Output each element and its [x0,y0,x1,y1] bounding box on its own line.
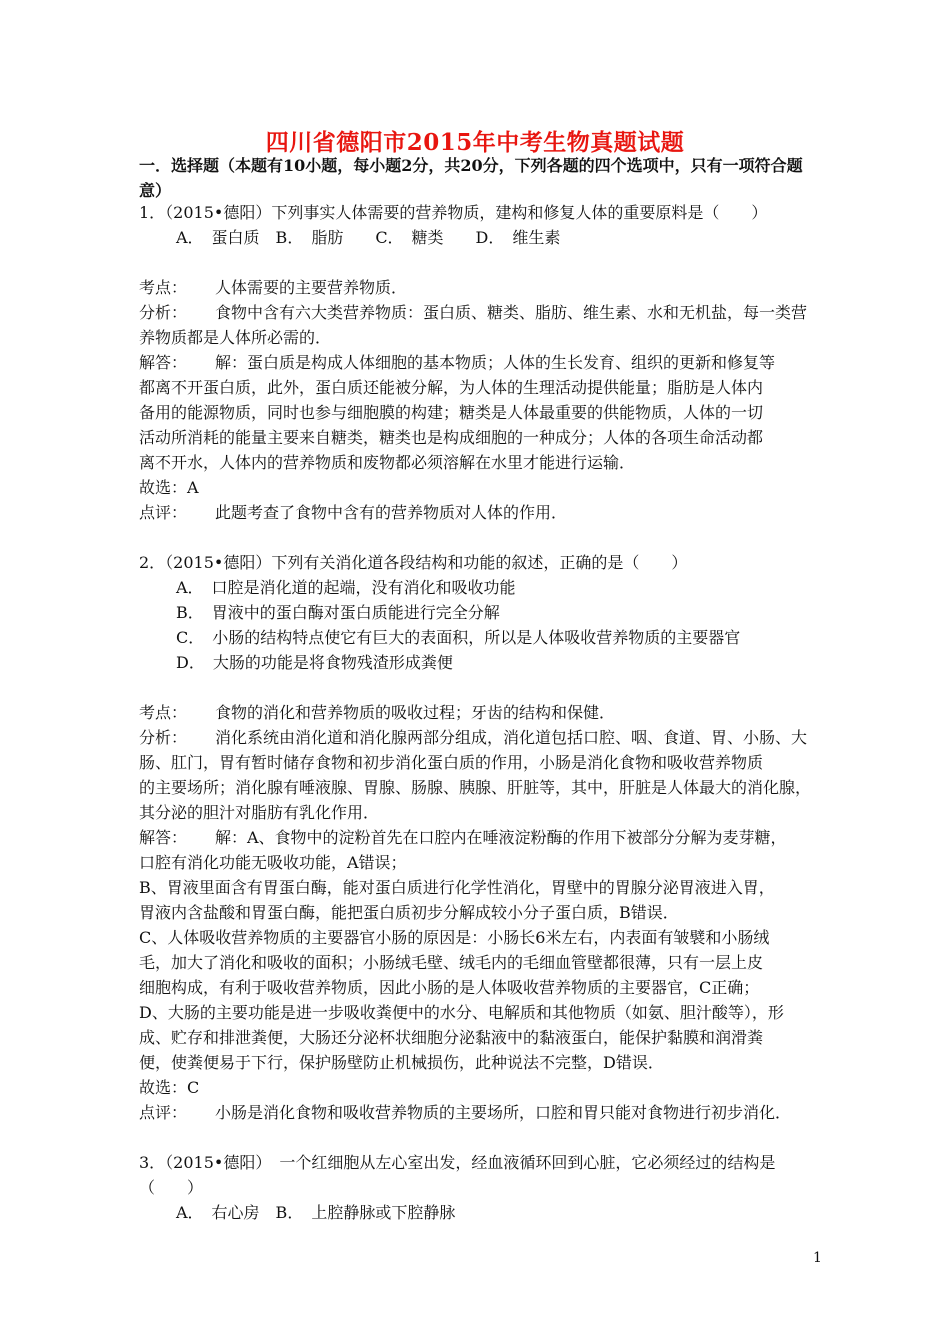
q2-answer: 故选：C [139,1078,200,1097]
q1-kaodian-text: 人体需要的主要营养物质． [215,278,408,297]
q1-jieda-text-1: 解：蛋白质是构成人体细胞的基本物质；人体的生长发育、组织的更新和修复等 [215,353,776,372]
q2-dianping-text: 小肠是消化食物和吸收营养物质的主要场所，口腔和胃只能对食物进行初步消化． [215,1103,792,1122]
q2-fenxi-text-1: 消化系统由消化道和消化腺两部分组成，消化道包括口腔、咽、食道、胃、小肠、大 [215,728,808,747]
page-number: 1 [813,1250,822,1266]
fenxi-label: 分析： [139,728,188,747]
q1-answer: 故选：A [139,478,199,497]
q2-jieda [139,825,787,850]
q2-fenxi [139,725,807,750]
question-3-stem-2: （ ） [139,1178,204,1197]
q2-jieda-text-10: 便，使粪便易于下行，保护肠壁防止机械损伤，此种说法不完整，D错误． [139,1053,664,1072]
kaodian-label: 考点： [139,278,188,297]
q2-jieda-text-4: 胃液内含盐酸和胃蛋白酶，能把蛋白质初步分解成较小分子蛋白质，B错误． [139,903,679,922]
section-heading: 一．选择题（本题有10小题，每小题2分，共20分，下列各题的四个选项中，只有一项符合题意） [139,156,803,200]
q2-kaodian-text: 食物的消化和营养物质的吸收过程；牙齿的结构和保健． [215,703,616,722]
page-title: 四川省德阳市2015年中考生物真题试题 [265,129,685,156]
q2-jieda-text-3: B、胃液里面含有胃蛋白酶，能对蛋白质进行化学性消化，胃壁中的胃腺分泌胃液进入胃， [139,878,775,897]
question-1-stem: 1．（2015•德阳）下列事实人体需要的营养物质，建构和修复人体的重要原料是（ ） [139,203,768,222]
q2-jieda-text-7: 细胞构成，有利于吸收营养物质，因此小肠的是人体吸收营养物质的主要器官，C正确； [139,978,760,997]
q2-jieda-text-2: 口腔有消化功能无吸收功能，A错误； [139,853,407,872]
q1-fenxi-text-1: 食物中含有六大类营养物质：蛋白质、糖类、脂肪、维生素、水和无机盐，每一类营 [215,303,808,322]
q1-jieda [139,350,775,375]
question-2-option-c: C． 小肠的结构特点使它有巨大的表面积，所以是人体吸收营养物质的主要器官 [176,628,741,647]
q2-jieda-text-8: D、大肠的主要功能是进一步吸收粪便中的水分、电解质和其他物质（如氨、胆汁酸等），形 [139,1003,784,1022]
q2-dianping [139,1100,791,1125]
q2-jieda-text-9: 成、贮存和排泄粪便，大肠还分泌杯状细胞分泌黏液中的黏液蛋白，能保护黏膜和润滑粪 [139,1028,764,1047]
question-2-option-d: D． 大肠的功能是将食物残渣形成粪便 [176,653,453,672]
jieda-label: 解答： [139,353,188,372]
q2-jieda-text-5: C、人体吸收营养物质的主要器官小肠的原因是：小肠长6米左右，内表面有皱襞和小肠绒 [139,928,770,947]
question-2-option-b: B． 胃液中的蛋白酶对蛋白质能进行完全分解 [176,603,500,622]
q1-dianping [139,500,567,525]
q2-fenxi-text-2: 肠、肛门，胃有暂时储存食物和初步消化蛋白质的作用，小肠是消化食物和吸收营养物质 [139,753,764,772]
fenxi-label: 分析： [139,303,188,322]
question-2-option-a: A． 口腔是消化道的起端，没有消化和吸收功能 [176,578,516,597]
jieda-label: 解答： [139,828,188,847]
q2-fenxi-text-3: 的主要场所；消化腺有唾液腺、胃腺、肠腺、胰腺、肝脏等，其中，肝脏是人体最大的消化腺， [139,778,812,797]
dianping-label: 点评： [139,503,188,522]
question-3-options: A． 右心房 B． 上腔静脉或下腔静脉 [176,1203,456,1222]
q1-dianping-text: 此题考查了食物中含有的营养物质对人体的作用． [215,503,568,522]
dianping-label: 点评： [139,1103,188,1122]
q1-jieda-text-5: 离不开水，人体内的营养物质和废物都必须溶解在水里才能进行运输． [139,453,636,472]
q2-fenxi-text-4: 其分泌的胆汁对脂肪有乳化作用． [139,803,380,822]
q1-jieda-text-2: 都离不开蛋白质，此外，蛋白质还能被分解，为人体的生理活动提供能量；脂肪是人体内 [139,378,764,397]
q1-fenxi-text-2: 养物质都是人体所必需的． [139,328,332,347]
question-2-stem: 2．（2015•德阳）下列有关消化道各段结构和功能的叙述，正确的是（ ） [139,553,688,572]
q2-jieda-text-6: 毛，加大了消化和吸收的面积；小肠绒毛壁、绒毛内的毛细血管壁都很薄，只有一层上皮 [139,953,764,972]
q1-fenxi [139,300,807,325]
q1-jieda-text-3: 备用的能源物质，同时也参与细胞膜的构建；糖类是人体最重要的供能物质，人体的一切 [139,403,764,422]
q2-jieda-text-1: 解：A、食物中的淀粉首先在口腔内在唾液淀粉酶的作用下被部分分解为麦芽糖， [215,828,787,847]
kaodian-label: 考点： [139,703,188,722]
question-1-options: A． 蛋白质 B． 脂肪 C． 糖类 D． 维生素 [176,228,561,247]
q1-kaodian [139,275,407,300]
q1-jieda-text-4: 活动所消耗的能量主要来自糖类，糖类也是构成细胞的一种成分；人体的各项生命活动都 [139,428,764,447]
question-3-stem: 3．（2015•德阳） 一个红细胞从左心室出发，经血液循环回到心脏，它必须经过的结构是 [139,1153,776,1172]
q2-kaodian [139,700,615,725]
